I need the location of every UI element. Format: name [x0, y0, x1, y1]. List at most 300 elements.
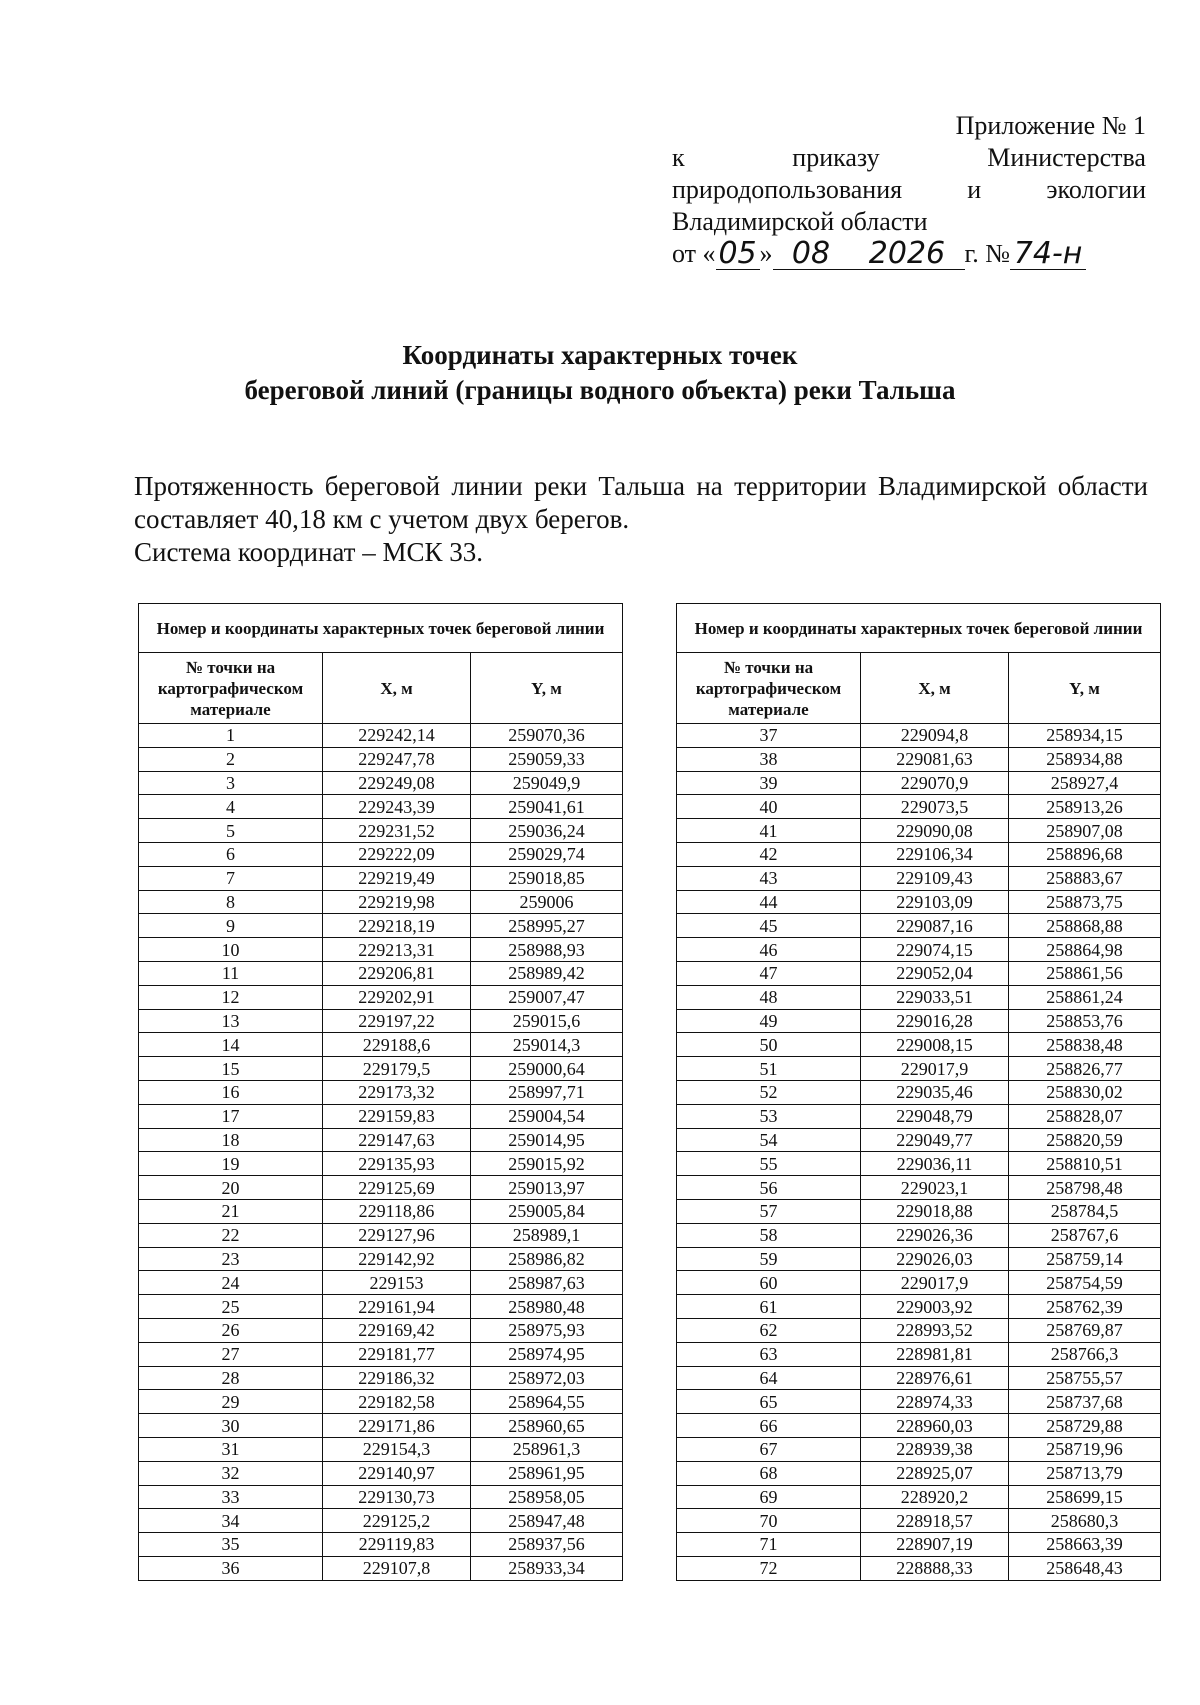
y-coordinate-cell: 258830,02 — [1009, 1080, 1161, 1104]
x-coordinate-cell: 229153 — [323, 1271, 471, 1295]
year-suffix: г. № — [964, 239, 1011, 268]
x-coordinate-cell: 229202,91 — [323, 985, 471, 1009]
x-coordinate-cell: 229090,08 — [861, 819, 1009, 843]
table-row — [139, 1057, 623, 1081]
table-row — [677, 1485, 1161, 1509]
point-number-cell: 63 — [677, 1342, 861, 1366]
table-row — [677, 1247, 1161, 1271]
point-number-cell: 38 — [677, 747, 861, 771]
point-number-cell: 9 — [139, 914, 323, 938]
y-coordinate-cell: 258759,14 — [1009, 1247, 1161, 1271]
table-row — [139, 1366, 623, 1390]
table-row — [139, 747, 623, 771]
table-row — [139, 961, 623, 985]
y-coordinate-cell: 258861,24 — [1009, 985, 1161, 1009]
table-row — [677, 1080, 1161, 1104]
x-coordinate-cell: 229188,6 — [323, 1033, 471, 1057]
table-row — [677, 1461, 1161, 1485]
y-coordinate-cell: 259006 — [471, 890, 623, 914]
point-number-cell: 13 — [139, 1009, 323, 1033]
y-coordinate-cell: 259007,47 — [471, 985, 623, 1009]
y-coordinate-cell: 258663,39 — [1009, 1533, 1161, 1557]
y-coordinate-cell: 258828,07 — [1009, 1104, 1161, 1128]
y-coordinate-cell: 258989,42 — [471, 961, 623, 985]
point-number-cell: 41 — [677, 819, 861, 843]
x-coordinate-cell: 229017,9 — [861, 1271, 1009, 1295]
point-number-cell: 66 — [677, 1414, 861, 1438]
x-coordinate-cell: 229169,42 — [323, 1318, 471, 1342]
y-coordinate-cell: 259018,85 — [471, 866, 623, 890]
point-number-cell: 48 — [677, 985, 861, 1009]
y-coordinate-cell: 258975,93 — [471, 1318, 623, 1342]
table-row — [139, 1199, 623, 1223]
table-row — [139, 1247, 623, 1271]
appendix-region: Владимирской области — [672, 207, 928, 236]
y-coordinate-cell: 258729,88 — [1009, 1414, 1161, 1438]
x-coordinate-cell: 228907,19 — [861, 1533, 1009, 1557]
y-coordinate-cell: 259014,3 — [471, 1033, 623, 1057]
point-number-cell: 12 — [139, 985, 323, 1009]
x-coordinate-cell: 229016,28 — [861, 1009, 1009, 1033]
point-number-cell: 16 — [139, 1080, 323, 1104]
order-year: 2026 — [868, 236, 946, 271]
column-header-y: Y, м — [1009, 653, 1161, 724]
table-row — [677, 747, 1161, 771]
x-coordinate-cell: 229142,92 — [323, 1247, 471, 1271]
table-row — [677, 1152, 1161, 1176]
x-coordinate-cell: 228960,03 — [861, 1414, 1009, 1438]
x-coordinate-cell: 229173,32 — [323, 1080, 471, 1104]
x-coordinate-cell: 229140,97 — [323, 1461, 471, 1485]
y-coordinate-cell: 258947,48 — [471, 1509, 623, 1533]
table-row — [139, 1318, 623, 1342]
order-date-line — [672, 238, 1146, 270]
y-coordinate-cell: 258766,3 — [1009, 1342, 1161, 1366]
y-coordinate-cell: 259004,54 — [471, 1104, 623, 1128]
point-number-cell: 65 — [677, 1390, 861, 1414]
y-coordinate-cell: 259059,33 — [471, 747, 623, 771]
order-month: 08 — [791, 236, 831, 271]
table-row — [677, 985, 1161, 1009]
table-row — [677, 1390, 1161, 1414]
table-row — [677, 1033, 1161, 1057]
x-coordinate-cell: 229118,86 — [323, 1199, 471, 1223]
point-number-cell: 36 — [139, 1556, 323, 1580]
x-coordinate-cell: 229052,04 — [861, 961, 1009, 985]
table-row — [139, 1295, 623, 1319]
y-coordinate-cell: 258680,3 — [1009, 1509, 1161, 1533]
table-row — [677, 1437, 1161, 1461]
y-coordinate-cell: 258927,4 — [1009, 771, 1161, 795]
y-coordinate-cell: 258964,55 — [471, 1390, 623, 1414]
x-coordinate-cell: 229135,93 — [323, 1152, 471, 1176]
table-row — [139, 1414, 623, 1438]
x-coordinate-cell: 229018,88 — [861, 1199, 1009, 1223]
x-coordinate-cell: 229206,81 — [323, 961, 471, 985]
table-body-left — [139, 724, 623, 1581]
y-coordinate-cell: 258960,65 — [471, 1414, 623, 1438]
appendix-word: Министерства — [987, 143, 1146, 172]
table-row — [677, 1057, 1161, 1081]
point-number-cell: 64 — [677, 1366, 861, 1390]
y-coordinate-cell: 258826,77 — [1009, 1057, 1161, 1081]
column-header-x: X, м — [861, 653, 1009, 724]
x-coordinate-cell: 229048,79 — [861, 1104, 1009, 1128]
table-row — [139, 771, 623, 795]
table-row — [677, 1199, 1161, 1223]
x-coordinate-cell: 229222,09 — [323, 842, 471, 866]
y-coordinate-cell: 258864,98 — [1009, 938, 1161, 962]
y-coordinate-cell: 258995,27 — [471, 914, 623, 938]
point-number-cell: 7 — [139, 866, 323, 890]
y-coordinate-cell: 258699,15 — [1009, 1485, 1161, 1509]
order-day: 05 — [716, 239, 760, 270]
point-number-cell: 28 — [139, 1366, 323, 1390]
y-coordinate-cell: 258997,71 — [471, 1080, 623, 1104]
x-coordinate-cell: 229119,83 — [323, 1533, 471, 1557]
point-number-cell: 71 — [677, 1533, 861, 1557]
x-coordinate-cell: 229130,73 — [323, 1485, 471, 1509]
x-coordinate-cell: 229081,63 — [861, 747, 1009, 771]
y-coordinate-cell: 258937,56 — [471, 1533, 623, 1557]
point-number-cell: 44 — [677, 890, 861, 914]
table-row — [677, 1104, 1161, 1128]
y-coordinate-cell: 258972,03 — [471, 1366, 623, 1390]
table-row — [677, 1414, 1161, 1438]
y-coordinate-cell: 259029,74 — [471, 842, 623, 866]
intro-text — [134, 470, 1148, 569]
point-number-cell: 57 — [677, 1199, 861, 1223]
x-coordinate-cell: 229033,51 — [861, 985, 1009, 1009]
y-coordinate-cell: 258754,59 — [1009, 1271, 1161, 1295]
point-number-cell: 35 — [139, 1533, 323, 1557]
order-month-year — [773, 236, 965, 271]
table-row — [139, 819, 623, 843]
point-number-cell: 29 — [139, 1390, 323, 1414]
point-number-cell: 68 — [677, 1461, 861, 1485]
x-coordinate-cell: 229154,3 — [323, 1437, 471, 1461]
point-number-cell: 50 — [677, 1033, 861, 1057]
point-number-cell: 5 — [139, 819, 323, 843]
appendix-number: Приложение № 1 — [955, 111, 1146, 140]
coordinates-table-left — [138, 603, 623, 1581]
shoreline-length-paragraph: Протяженность береговой линии реки Тальша на территории Владимирской области составляет 40,18 км с учетом двух берегов. — [134, 471, 1148, 534]
x-coordinate-cell: 228918,57 — [861, 1509, 1009, 1533]
y-coordinate-cell: 259013,97 — [471, 1176, 623, 1200]
x-coordinate-cell: 229026,03 — [861, 1247, 1009, 1271]
point-number-cell: 69 — [677, 1485, 861, 1509]
appendix-word: к — [672, 143, 685, 172]
x-coordinate-cell: 229003,92 — [861, 1295, 1009, 1319]
y-coordinate-cell: 258767,6 — [1009, 1223, 1161, 1247]
y-coordinate-cell: 259014,95 — [471, 1128, 623, 1152]
x-coordinate-cell: 229127,96 — [323, 1223, 471, 1247]
point-number-cell: 45 — [677, 914, 861, 938]
appendix-block — [672, 110, 1146, 270]
table-row — [677, 724, 1161, 748]
x-coordinate-cell: 229036,11 — [861, 1152, 1009, 1176]
y-coordinate-cell: 259041,61 — [471, 795, 623, 819]
table-row — [139, 724, 623, 748]
table-row — [139, 1128, 623, 1152]
x-coordinate-cell: 229106,34 — [861, 842, 1009, 866]
table-row — [677, 961, 1161, 985]
y-coordinate-cell: 258719,96 — [1009, 1437, 1161, 1461]
x-coordinate-cell: 229219,98 — [323, 890, 471, 914]
point-number-cell: 22 — [139, 1223, 323, 1247]
table-row — [677, 1556, 1161, 1580]
x-coordinate-cell: 229186,32 — [323, 1366, 471, 1390]
point-number-cell: 17 — [139, 1104, 323, 1128]
y-coordinate-cell: 258648,43 — [1009, 1556, 1161, 1580]
y-coordinate-cell: 258989,1 — [471, 1223, 623, 1247]
document-title — [0, 338, 1200, 408]
y-coordinate-cell: 258873,75 — [1009, 890, 1161, 914]
point-number-cell: 8 — [139, 890, 323, 914]
x-coordinate-cell: 229161,94 — [323, 1295, 471, 1319]
y-coordinate-cell: 259049,9 — [471, 771, 623, 795]
point-number-cell: 39 — [677, 771, 861, 795]
x-coordinate-cell: 228939,38 — [861, 1437, 1009, 1461]
table-row — [139, 1033, 623, 1057]
table-row — [139, 1176, 623, 1200]
y-coordinate-cell: 258798,48 — [1009, 1176, 1161, 1200]
x-coordinate-cell: 229008,15 — [861, 1033, 1009, 1057]
y-coordinate-cell: 258961,95 — [471, 1461, 623, 1485]
point-number-cell: 4 — [139, 795, 323, 819]
table-row — [677, 1176, 1161, 1200]
x-coordinate-cell: 229147,63 — [323, 1128, 471, 1152]
table-row — [677, 1366, 1161, 1390]
table-row — [677, 795, 1161, 819]
date-close: » — [759, 239, 773, 268]
x-coordinate-cell: 229231,52 — [323, 819, 471, 843]
table-row — [677, 866, 1161, 890]
y-coordinate-cell: 258933,34 — [471, 1556, 623, 1580]
point-number-cell: 40 — [677, 795, 861, 819]
x-coordinate-cell: 229171,86 — [323, 1414, 471, 1438]
x-coordinate-cell: 229197,22 — [323, 1009, 471, 1033]
point-number-cell: 27 — [139, 1342, 323, 1366]
table-row — [139, 985, 623, 1009]
title-line-2: береговой линий (границы водного объекта) реки Тальша — [244, 375, 956, 405]
point-number-cell: 31 — [139, 1437, 323, 1461]
coordinates-table-right — [676, 603, 1161, 1581]
table-body-right — [677, 724, 1161, 1581]
table-row — [139, 795, 623, 819]
point-number-cell: 2 — [139, 747, 323, 771]
x-coordinate-cell: 229242,14 — [323, 724, 471, 748]
table-row — [677, 771, 1161, 795]
x-coordinate-cell: 228925,07 — [861, 1461, 1009, 1485]
table-row — [139, 1271, 623, 1295]
coordinate-system-paragraph: Система координат – МСК 33. — [134, 537, 483, 567]
x-coordinate-cell: 229249,08 — [323, 771, 471, 795]
x-coordinate-cell: 229125,2 — [323, 1509, 471, 1533]
x-coordinate-cell: 228974,33 — [861, 1390, 1009, 1414]
point-number-cell: 26 — [139, 1318, 323, 1342]
x-coordinate-cell: 229073,5 — [861, 795, 1009, 819]
point-number-cell: 37 — [677, 724, 861, 748]
x-coordinate-cell: 229017,9 — [861, 1057, 1009, 1081]
table-row — [139, 842, 623, 866]
y-coordinate-cell: 259015,6 — [471, 1009, 623, 1033]
y-coordinate-cell: 259015,92 — [471, 1152, 623, 1176]
table-row — [677, 938, 1161, 962]
x-coordinate-cell: 229109,43 — [861, 866, 1009, 890]
y-coordinate-cell: 258934,15 — [1009, 724, 1161, 748]
table-row — [139, 1342, 623, 1366]
table-row — [677, 1509, 1161, 1533]
y-coordinate-cell: 259005,84 — [471, 1199, 623, 1223]
appendix-word: природопользования — [672, 175, 903, 204]
table-row — [677, 1271, 1161, 1295]
y-coordinate-cell: 258913,26 — [1009, 795, 1161, 819]
column-header-x: X, м — [323, 653, 471, 724]
point-number-cell: 25 — [139, 1295, 323, 1319]
point-number-cell: 19 — [139, 1152, 323, 1176]
y-coordinate-cell: 258838,48 — [1009, 1033, 1161, 1057]
table-row — [139, 1485, 623, 1509]
point-number-cell: 55 — [677, 1152, 861, 1176]
table-row — [677, 1342, 1161, 1366]
y-coordinate-cell: 258820,59 — [1009, 1128, 1161, 1152]
x-coordinate-cell: 228976,61 — [861, 1366, 1009, 1390]
title-line-1: Координаты характерных точек — [402, 340, 798, 370]
column-header-y: Y, м — [471, 653, 623, 724]
point-number-cell: 15 — [139, 1057, 323, 1081]
x-coordinate-cell: 228888,33 — [861, 1556, 1009, 1580]
point-number-cell: 51 — [677, 1057, 861, 1081]
point-number-cell: 56 — [677, 1176, 861, 1200]
x-coordinate-cell: 229159,83 — [323, 1104, 471, 1128]
point-number-cell: 34 — [139, 1509, 323, 1533]
point-number-cell: 62 — [677, 1318, 861, 1342]
y-coordinate-cell: 259000,64 — [471, 1057, 623, 1081]
point-number-cell: 24 — [139, 1271, 323, 1295]
x-coordinate-cell: 229181,77 — [323, 1342, 471, 1366]
x-coordinate-cell: 229023,1 — [861, 1176, 1009, 1200]
table-row — [677, 914, 1161, 938]
x-coordinate-cell: 229219,49 — [323, 866, 471, 890]
x-coordinate-cell: 229107,8 — [323, 1556, 471, 1580]
x-coordinate-cell: 229074,15 — [861, 938, 1009, 962]
point-number-cell: 18 — [139, 1128, 323, 1152]
x-coordinate-cell: 229182,58 — [323, 1390, 471, 1414]
table-row — [139, 914, 623, 938]
table-row — [677, 1533, 1161, 1557]
appendix-word: и — [967, 175, 982, 204]
y-coordinate-cell: 258868,88 — [1009, 914, 1161, 938]
y-coordinate-cell: 258713,79 — [1009, 1461, 1161, 1485]
x-coordinate-cell: 229070,9 — [861, 771, 1009, 795]
table-group-header: Номер и координаты характерных точек береговой линии — [677, 604, 1161, 653]
point-number-cell: 54 — [677, 1128, 861, 1152]
point-number-cell: 23 — [139, 1247, 323, 1271]
table-row — [139, 890, 623, 914]
y-coordinate-cell: 258987,63 — [471, 1271, 623, 1295]
appendix-line-3 — [672, 174, 1146, 206]
table-row — [677, 890, 1161, 914]
y-coordinate-cell: 258961,3 — [471, 1437, 623, 1461]
appendix-word: экологии — [1046, 175, 1146, 204]
point-number-cell: 52 — [677, 1080, 861, 1104]
appendix-word: приказу — [792, 143, 880, 172]
point-number-cell: 61 — [677, 1295, 861, 1319]
x-coordinate-cell: 228993,52 — [861, 1318, 1009, 1342]
table-row — [139, 1509, 623, 1533]
y-coordinate-cell: 258810,51 — [1009, 1152, 1161, 1176]
y-coordinate-cell: 258958,05 — [471, 1485, 623, 1509]
point-number-cell: 14 — [139, 1033, 323, 1057]
table-row — [139, 1556, 623, 1580]
y-coordinate-cell: 258769,87 — [1009, 1318, 1161, 1342]
point-number-cell: 70 — [677, 1509, 861, 1533]
point-number-cell: 6 — [139, 842, 323, 866]
x-coordinate-cell: 229243,39 — [323, 795, 471, 819]
y-coordinate-cell: 258974,95 — [471, 1342, 623, 1366]
x-coordinate-cell: 228920,2 — [861, 1485, 1009, 1509]
x-coordinate-cell: 229094,8 — [861, 724, 1009, 748]
point-number-cell: 43 — [677, 866, 861, 890]
table-row — [677, 819, 1161, 843]
point-number-cell: 72 — [677, 1556, 861, 1580]
point-number-cell: 11 — [139, 961, 323, 985]
x-coordinate-cell: 229035,46 — [861, 1080, 1009, 1104]
x-coordinate-cell: 229103,09 — [861, 890, 1009, 914]
x-coordinate-cell: 229125,69 — [323, 1176, 471, 1200]
table-row — [139, 1080, 623, 1104]
y-coordinate-cell: 258853,76 — [1009, 1009, 1161, 1033]
table-row — [139, 1461, 623, 1485]
y-coordinate-cell: 258883,67 — [1009, 866, 1161, 890]
point-number-cell: 60 — [677, 1271, 861, 1295]
date-prefix: от « — [672, 239, 716, 268]
point-number-cell: 30 — [139, 1414, 323, 1438]
y-coordinate-cell: 258988,93 — [471, 938, 623, 962]
point-number-cell: 58 — [677, 1223, 861, 1247]
x-coordinate-cell: 229247,78 — [323, 747, 471, 771]
point-number-cell: 47 — [677, 961, 861, 985]
table-row — [139, 1104, 623, 1128]
column-header-point: № точки на картографическом материале — [139, 653, 323, 724]
y-coordinate-cell: 258755,57 — [1009, 1366, 1161, 1390]
y-coordinate-cell: 258980,48 — [471, 1295, 623, 1319]
table-row — [139, 866, 623, 890]
table-row — [677, 842, 1161, 866]
table-group-header: Номер и координаты характерных точек береговой линии — [139, 604, 623, 653]
y-coordinate-cell: 258896,68 — [1009, 842, 1161, 866]
table-row — [677, 1295, 1161, 1319]
point-number-cell: 20 — [139, 1176, 323, 1200]
point-number-cell: 59 — [677, 1247, 861, 1271]
table-row — [677, 1223, 1161, 1247]
y-coordinate-cell: 258907,08 — [1009, 819, 1161, 843]
point-number-cell: 32 — [139, 1461, 323, 1485]
table-row — [139, 1533, 623, 1557]
point-number-cell: 21 — [139, 1199, 323, 1223]
table-row — [139, 1437, 623, 1461]
table-row — [677, 1128, 1161, 1152]
column-header-point: № точки на картографическом материале — [677, 653, 861, 724]
order-number: 74-н — [1010, 239, 1086, 270]
point-number-cell: 67 — [677, 1437, 861, 1461]
table-row — [677, 1009, 1161, 1033]
table-row — [139, 938, 623, 962]
y-coordinate-cell: 258737,68 — [1009, 1390, 1161, 1414]
x-coordinate-cell: 229179,5 — [323, 1057, 471, 1081]
point-number-cell: 46 — [677, 938, 861, 962]
